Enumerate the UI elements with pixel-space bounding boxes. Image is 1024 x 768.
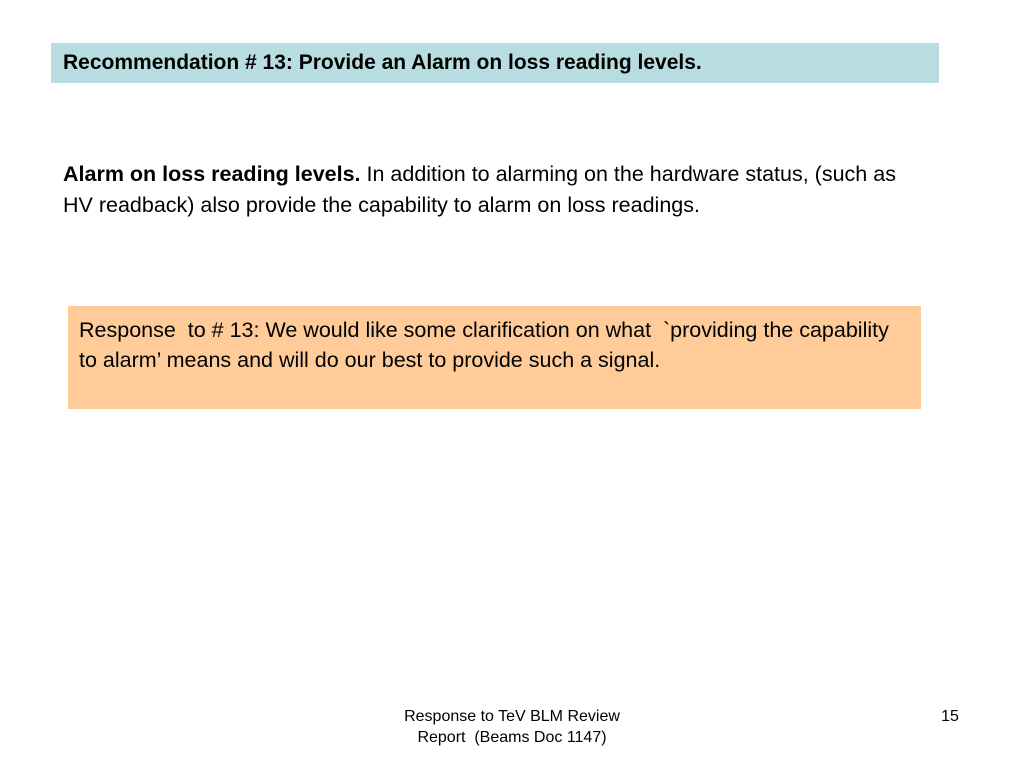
recommendation-lead: Alarm on loss reading levels. xyxy=(63,162,361,186)
footer-line-2: Report (Beams Doc 1147) xyxy=(417,729,607,746)
page-number: 15 xyxy=(941,708,959,725)
response-text: Response to # 13: We would like some clarification on what `providing the capability to alarm’ means and will do our best to provide such a signal. xyxy=(79,318,895,372)
slide-title-bar xyxy=(51,43,939,83)
response-box xyxy=(68,306,921,409)
footer-caption xyxy=(362,706,662,748)
recommendation-paragraph xyxy=(63,159,913,221)
recommendation-text: In addition to alarming on the hardware status, (such as HV readback) also provide the capability to alarm on loss readings. xyxy=(63,162,896,217)
slide-title: Recommendation # 13: Provide an Alarm on loss reading levels. xyxy=(63,51,702,74)
footer-line-1: Response to TeV BLM Review xyxy=(404,708,620,725)
